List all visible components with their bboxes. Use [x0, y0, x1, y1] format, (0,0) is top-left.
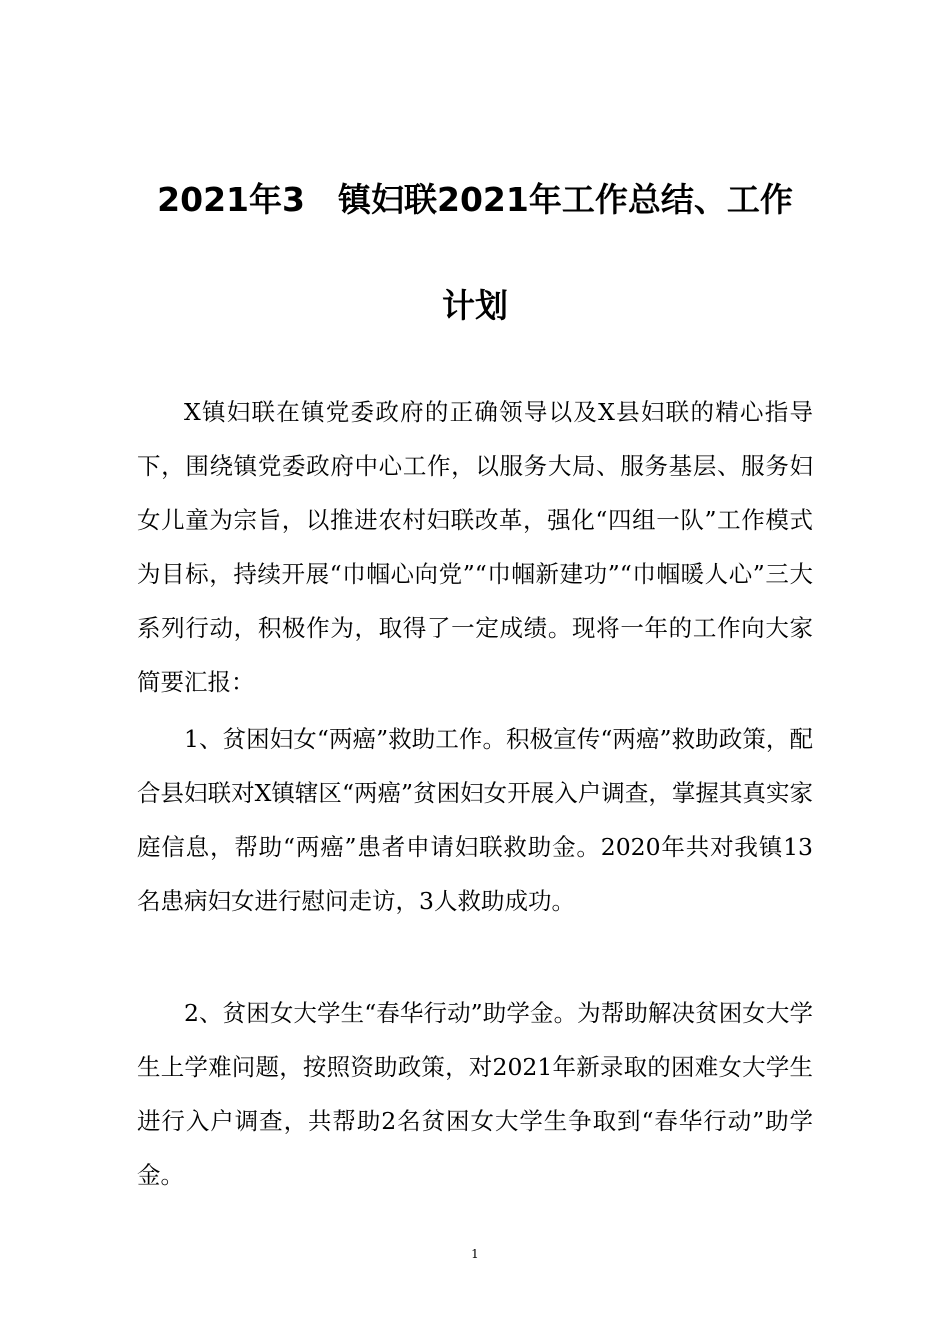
paragraph-intro: X镇妇联在镇党委政府的正确领导以及X县妇联的精心指导下，围绕镇党委政府中心工作，以服务大局、服务基层、服务妇女儿童为宗旨，以推进农村妇联改革，强化“四组一队”工作模式为目标，持续开展“巾帼心向党”“巾帼新建功”“巾帼暖人心”三大系列行动，积极作为，取得了一定成绩。现将一年的工作向大家简要汇报：: [137, 398, 813, 696]
paragraph-item-2: 2、贫困女大学生“春华行动”助学金。为帮助解决贫困女大学生上学难问题，按照资助政策，对2021年新录取的困难女大学生进行入户调查，共帮助2名贫困女大学生争取到“春华行动”助学金。: [137, 999, 813, 1189]
document-title-line-2: 计划: [442, 286, 508, 325]
document-title-line-1: 2021年3 镇妇联2021年工作总结、工作: [157, 180, 793, 219]
paragraph-item-1: 1、贫困妇女“两癌”救助工作。积极宣传“两癌”救助政策，配合县妇联对X镇辖区“两癌”贫困妇女开展入户调查，掌握其真实家庭信息，帮助“两癌”患者申请妇联救助金。2020年共对我镇13名患病妇女进行慰问走访，3人救助成功。: [137, 725, 813, 915]
page-number: 1: [471, 1247, 479, 1261]
